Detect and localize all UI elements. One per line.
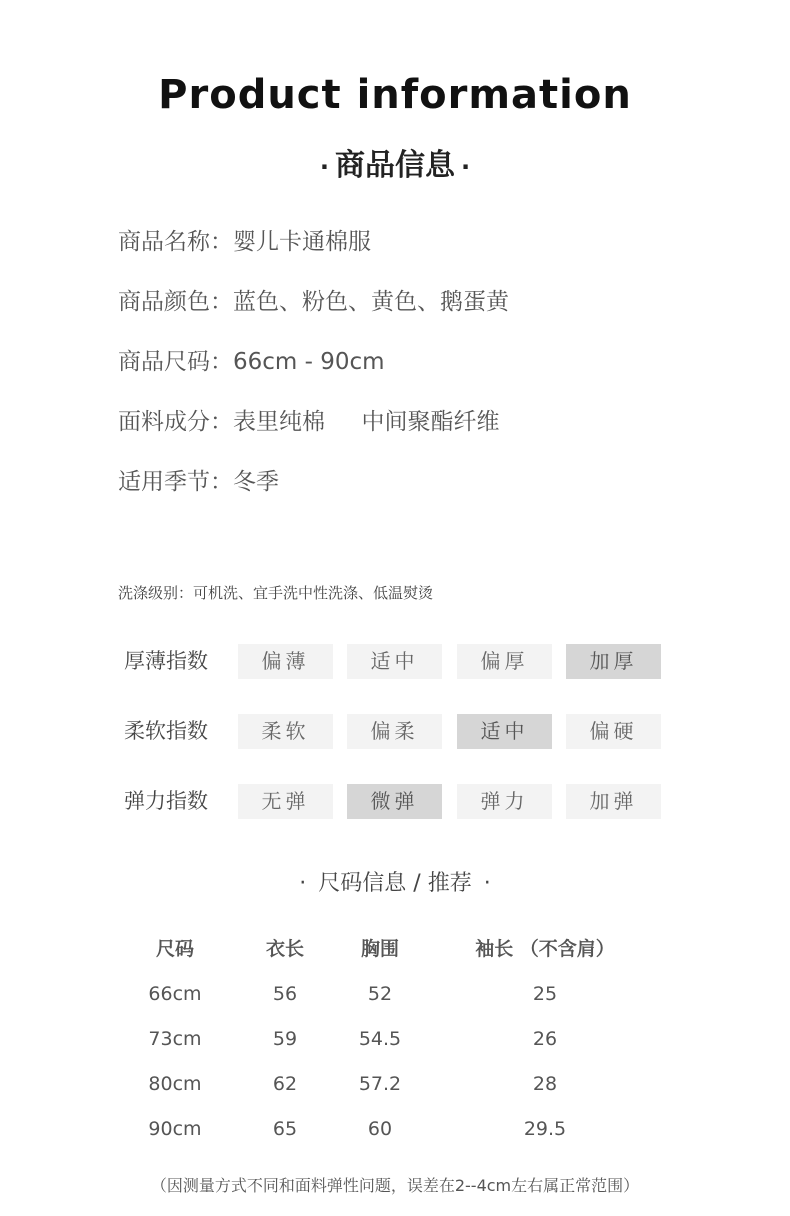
title-dot-right: · [461, 153, 471, 181]
info-row-season: 适用季节：冬季 [118, 469, 279, 495]
size-title-dot-right: · [483, 871, 491, 896]
cell-size: 66cm [148, 983, 202, 1005]
title-english: Product information [158, 72, 632, 118]
index-option: 无弹 [238, 784, 333, 819]
index-option-selected: 加厚 [566, 644, 661, 679]
cell-length: 59 [272, 1028, 298, 1050]
size-table [0, 930, 790, 1155]
header-length: 衣长 [265, 938, 304, 960]
cell-sleeve: 28 [532, 1073, 558, 1095]
size-title-text: 尺码信息 / 推荐 [318, 871, 472, 896]
index-option: 偏薄 [238, 644, 333, 679]
table-row [0, 1065, 790, 1110]
wash-level: 洗涤级别：可机洗、宜手洗中性洗涤、低温熨烫 [118, 584, 434, 602]
cell-length: 65 [272, 1118, 298, 1140]
index-label: 厚薄指数 [124, 649, 208, 673]
measurement-note: （因测量方式不同和面料弹性问题，误差在2--4cm左右属正常范围） [150, 1176, 640, 1195]
title-chinese [0, 140, 790, 184]
info-row-fabric: 面料成分：表里纯棉 中间聚酯纤维 [118, 409, 500, 435]
index-option-selected: 适中 [457, 714, 552, 749]
info-row-color: 商品颜色：蓝色、粉色、黄色、鹅蛋黄 [118, 289, 509, 315]
title-chinese-text: 商品信息 [335, 148, 455, 183]
index-label: 柔软指数 [124, 719, 208, 743]
size-title-dot-left: · [299, 871, 307, 896]
cell-sleeve: 29.5 [523, 1118, 567, 1140]
cell-size: 90cm [148, 1118, 202, 1140]
cell-sleeve: 26 [532, 1028, 558, 1050]
info-row-size: 商品尺码：66cm - 90cm [118, 349, 385, 375]
table-row [0, 1110, 790, 1155]
index-option: 弹力 [457, 784, 552, 819]
cell-length: 56 [272, 983, 298, 1005]
header-chest: 胸围 [360, 938, 399, 960]
index-option-selected: 微弹 [347, 784, 442, 819]
cell-chest: 60 [367, 1118, 393, 1140]
size-table-header [0, 930, 790, 975]
index-option: 柔软 [238, 714, 333, 749]
index-option: 加弹 [566, 784, 661, 819]
table-row [0, 975, 790, 1020]
index-label: 弹力指数 [124, 789, 208, 813]
index-option: 偏柔 [347, 714, 442, 749]
index-option: 适中 [347, 644, 442, 679]
index-option: 偏厚 [457, 644, 552, 679]
cell-size: 73cm [148, 1028, 202, 1050]
cell-size: 80cm [148, 1073, 202, 1095]
table-row [0, 1020, 790, 1065]
cell-sleeve: 25 [532, 983, 558, 1005]
index-option: 偏硬 [566, 714, 661, 749]
cell-chest: 57.2 [358, 1073, 402, 1095]
header-size: 尺码 [155, 938, 194, 960]
cell-length: 62 [272, 1073, 298, 1095]
info-row-name: 商品名称：婴儿卡通棉服 [118, 229, 371, 255]
cell-chest: 52 [367, 983, 393, 1005]
product-info-list [118, 222, 509, 522]
title-dot-left: · [319, 153, 329, 181]
size-section-title [0, 866, 790, 897]
cell-chest: 54.5 [358, 1028, 402, 1050]
header-sleeve: 袖长 （不含肩） [475, 938, 615, 960]
